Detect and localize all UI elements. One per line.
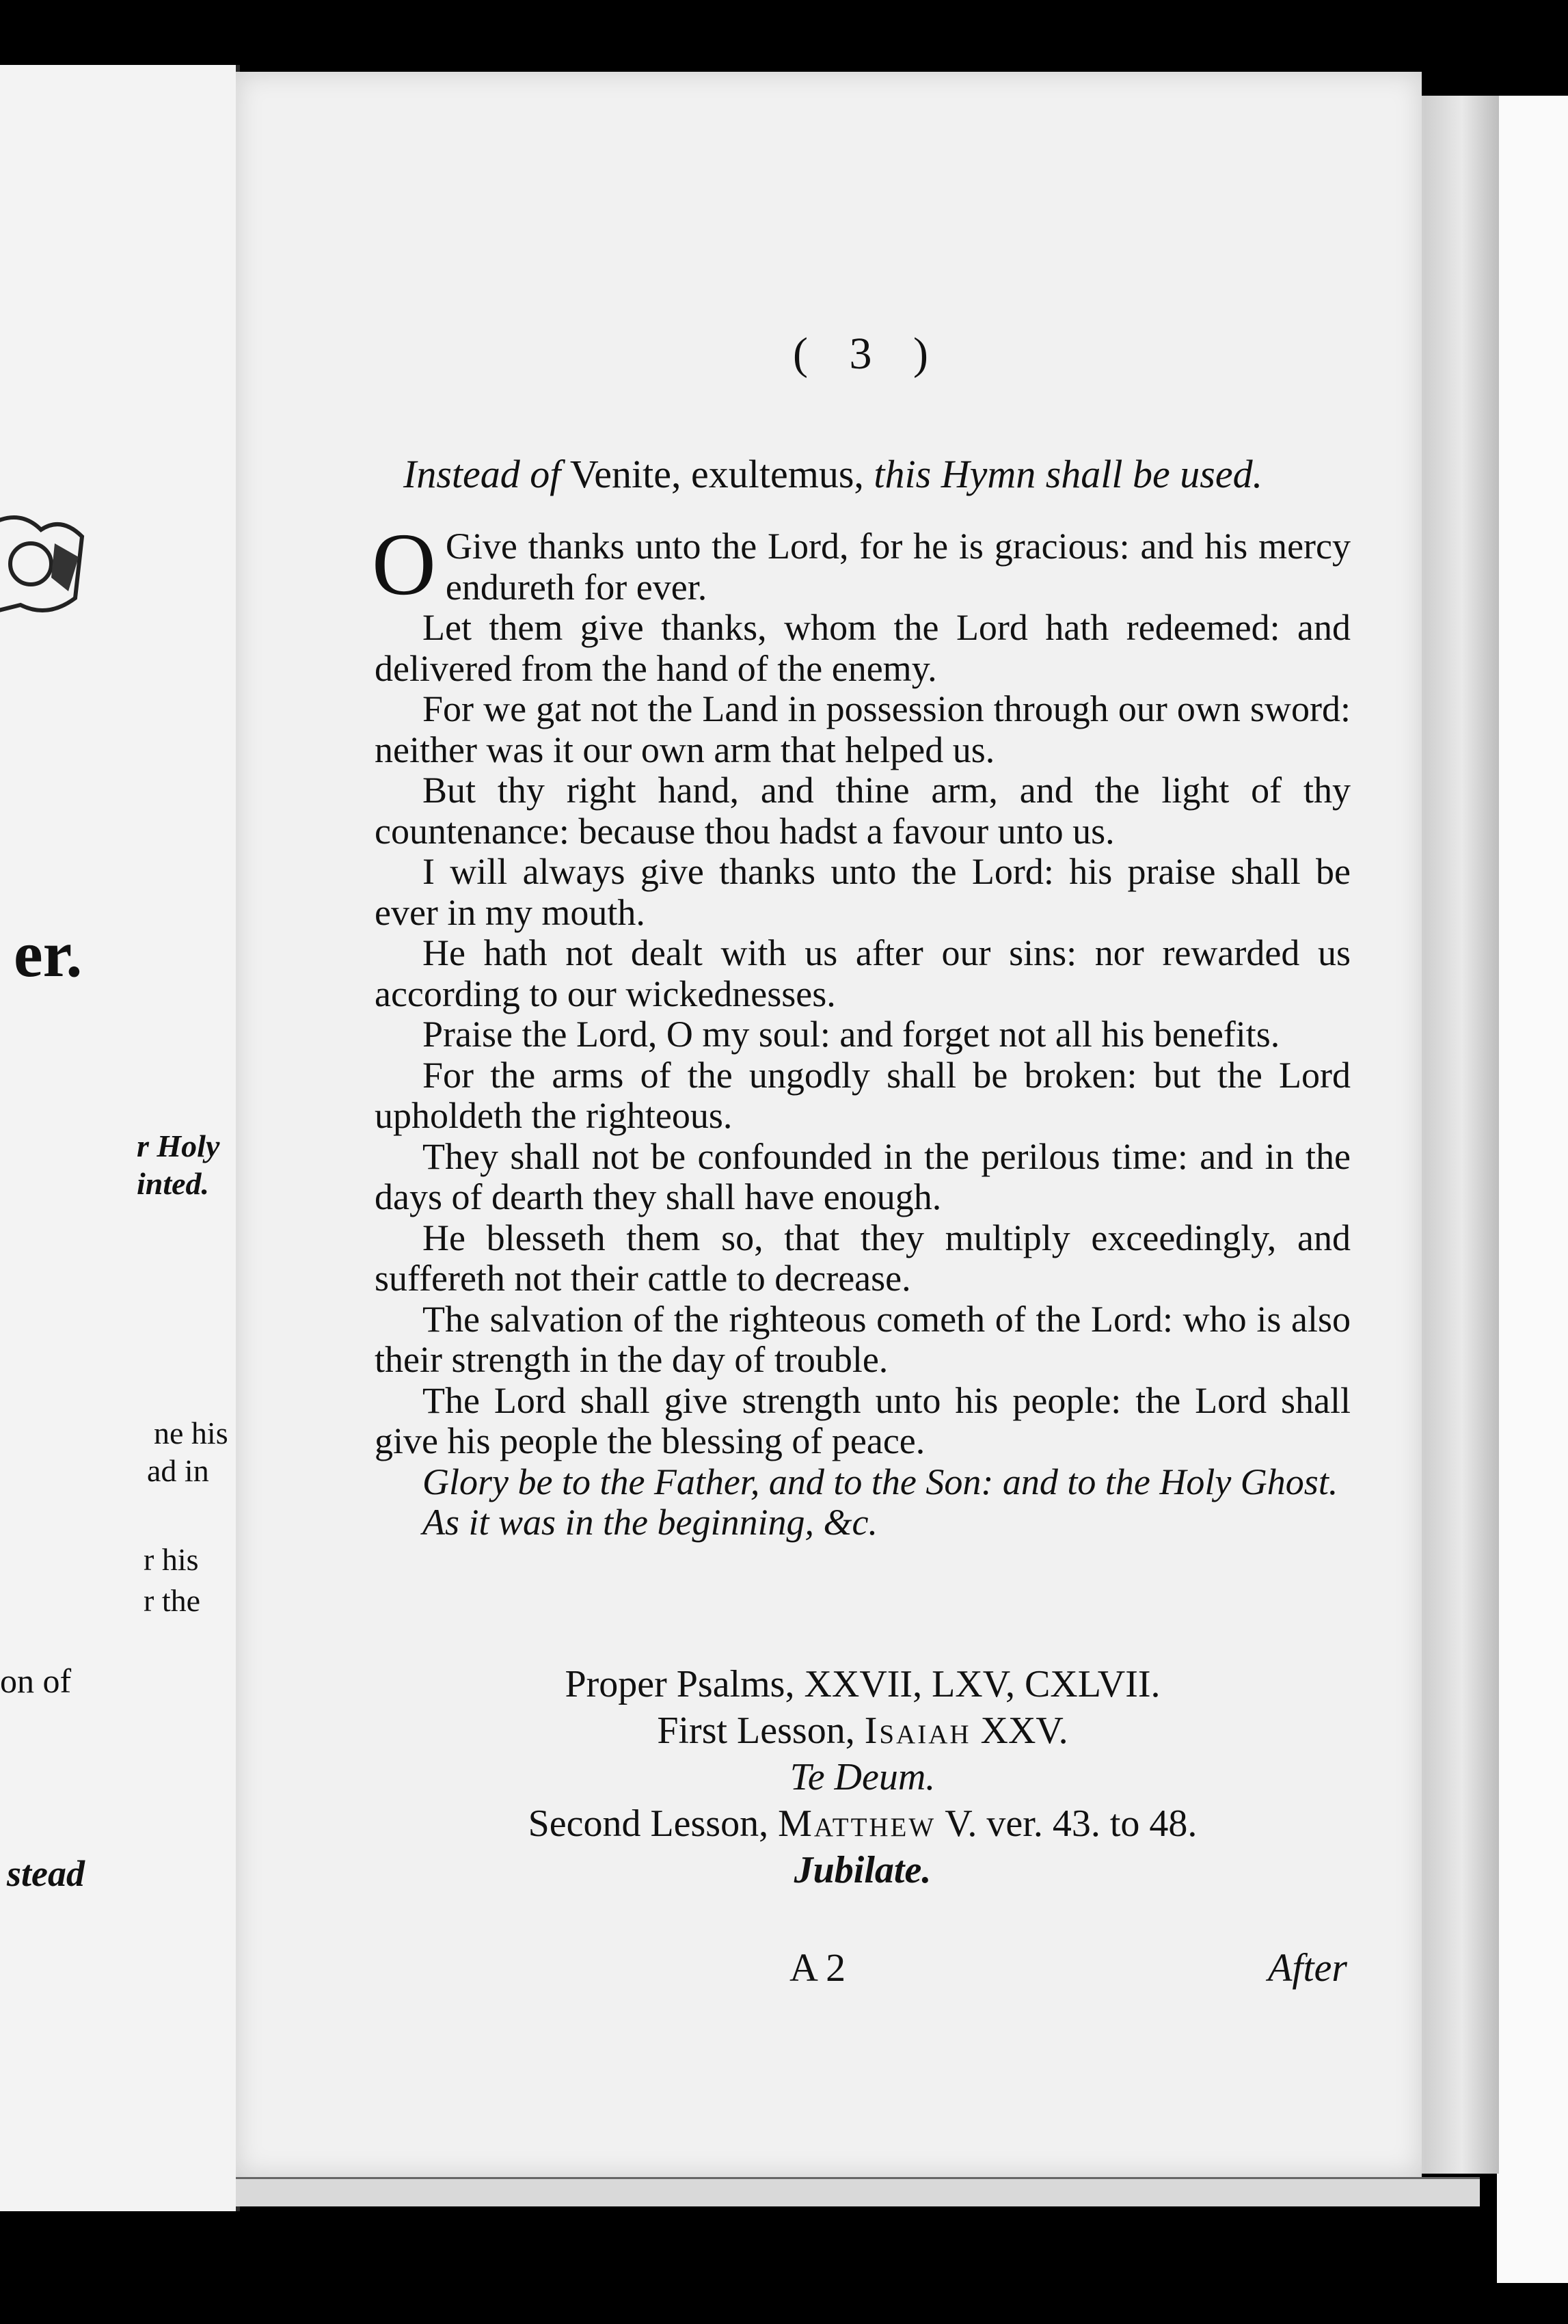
verse: The Lord shall give strength unto his people: the Lord shall give his people the blessing of peace. [375, 1379, 1351, 1461]
first-lesson [375, 1707, 1351, 1754]
left-fragment: er. [14, 917, 83, 990]
verse: Praise the Lord, O my soul: and forget not all his benefits. [422, 1014, 1280, 1055]
left-fragment: inted. [137, 1166, 210, 1201]
rubric-heading [403, 451, 1262, 497]
left-fragment: r the [144, 1583, 201, 1618]
verse: They shall not be confounded in the perilous time: and in the days of dearth they shall have enough. [375, 1135, 1351, 1217]
page-bottom-edge [236, 2177, 1480, 2206]
heading-italic-part: this Hymn shall be used. [874, 452, 1263, 496]
right-margin [1497, 96, 1568, 2283]
te-deum: Te Deum. [789, 1756, 936, 1798]
left-fragment: r Holy [137, 1129, 220, 1163]
left-fragment: ad in [147, 1453, 209, 1488]
lessons-block [375, 1661, 1351, 1893]
left-fragment: stead [7, 1853, 85, 1894]
gloria: As it was in the beginning, &c. [422, 1502, 878, 1543]
left-fragment: ne his [154, 1416, 228, 1450]
first-lesson-label: First Lesson, [657, 1710, 855, 1752]
verse [372, 515, 1351, 614]
signature-mark: A 2 [789, 1945, 846, 1990]
verse: But thy right hand, and thine arm, and the light of thy countenance: because thou hadst a favour unto us. [375, 770, 1351, 852]
second-lesson [375, 1800, 1351, 1847]
first-lesson-ref: XXV. [980, 1710, 1068, 1752]
left-facing-page [0, 65, 240, 2211]
page-number: ( 3 ) [793, 329, 943, 379]
verse-text: Give thanks unto the Lord, for he is gracious: and his mercy endureth for ever. [445, 526, 1351, 608]
left-fragment: on of [0, 1662, 72, 1700]
verse: For the arms of the ungodly shall be broken: but the Lord upholdeth the righteous. [375, 1054, 1351, 1136]
verse: For we gat not the Land in possession through our own sword: neither was it our own arm that helped us. [375, 688, 1351, 770]
second-lesson-label: Second Lesson, [528, 1802, 769, 1845]
jubilate: Jubilate. [794, 1849, 932, 1891]
gloria: Glory be to the Father, and to the Son: and to the Holy Ghost. [422, 1461, 1338, 1502]
verse: He blesseth them so, that they multiply exceedingly, and suffereth not their cattle to decrease. [375, 1217, 1351, 1299]
left-fragment: r his [144, 1542, 199, 1577]
royal-arms-emblem [0, 502, 89, 639]
heading-italic-part: Instead of [403, 452, 561, 496]
proper-psalms: Proper Psalms, XXVII, LXV, CXLVII. [565, 1663, 1161, 1705]
first-lesson-book: Isaiah [864, 1710, 971, 1752]
drop-cap: O [372, 515, 436, 614]
verse: The salvation of the righteous cometh of the Lord: who is also their strength in the day of trouble. [375, 1298, 1351, 1380]
verse: Let them give thanks, whom the Lord hath redeemed: and delivered from the hand of the enemy. [375, 607, 1351, 689]
second-lesson-book: Matthew [778, 1802, 936, 1845]
verse: I will always give thanks unto the Lord: his praise shall be ever in my mouth. [375, 851, 1351, 933]
heading-roman-part: Venite, exultemus, [569, 452, 864, 496]
hymn-text [372, 515, 1351, 1543]
second-lesson-ref: V. ver. 43. to 48. [945, 1802, 1198, 1845]
catchword: After [1268, 1945, 1347, 1990]
verse: He hath not dealt with us after our sins: nor rewarded us according to our wickednesses. [375, 932, 1351, 1014]
